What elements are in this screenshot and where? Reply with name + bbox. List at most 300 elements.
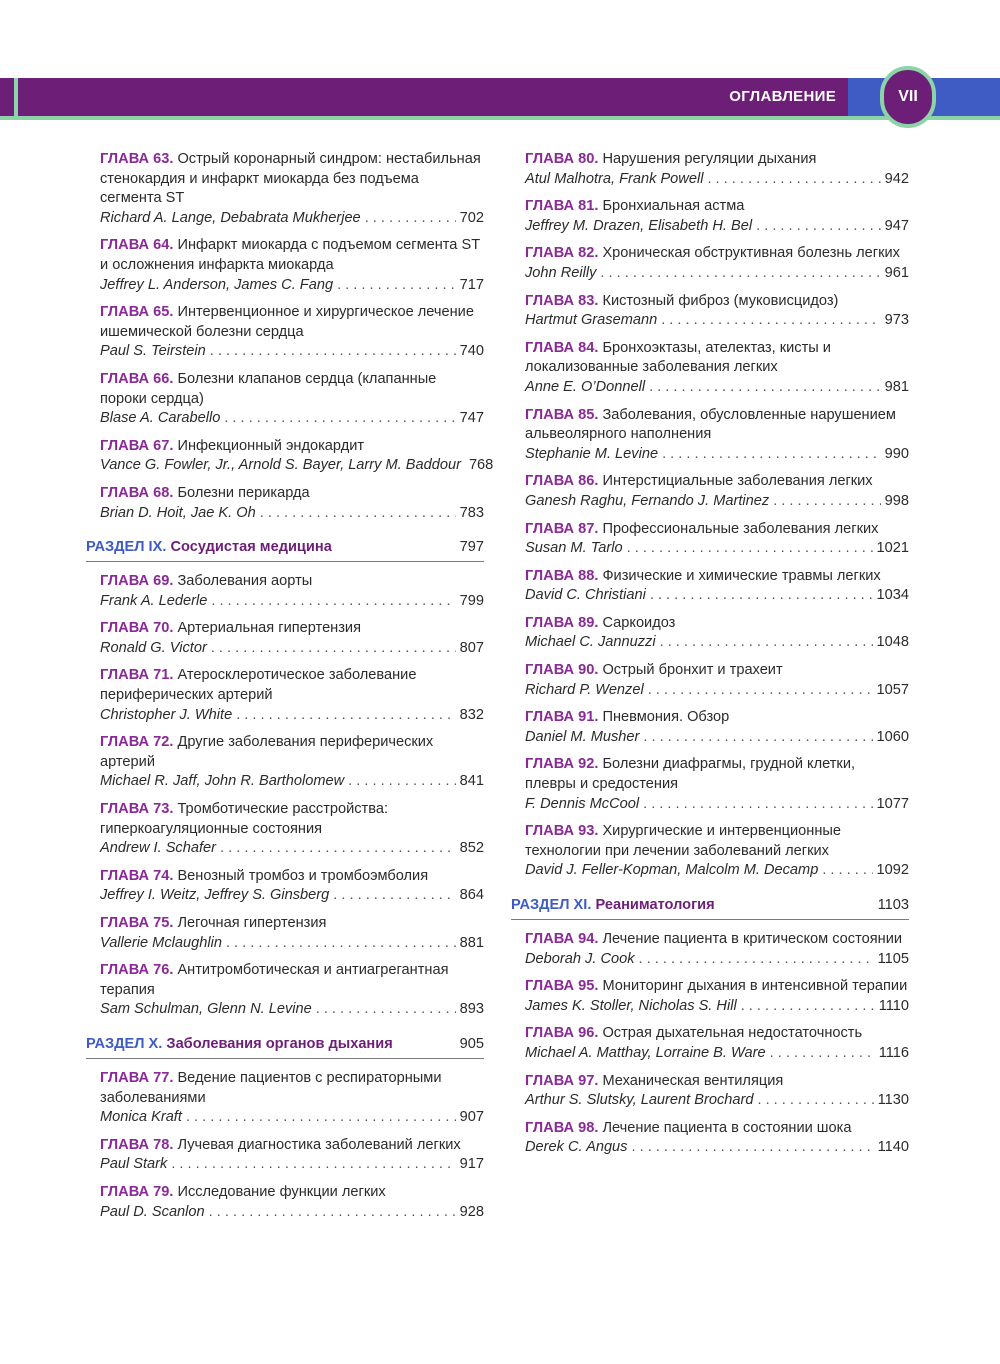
dot-leader — [650, 586, 873, 606]
chapter-label: ГЛАВА 76. — [100, 962, 174, 979]
chapter-author-row — [525, 681, 909, 701]
chapter-label: ГЛАВА 97. — [525, 1072, 599, 1089]
chapter-title: Бронхиальная астма — [602, 198, 745, 215]
dot-leader — [631, 1138, 873, 1158]
chapter-list — [511, 150, 909, 881]
chapter-title: Атеросклеротическое заболевание периферических артерий — [100, 667, 417, 704]
toc-chapter-entry[interactable] — [86, 484, 484, 523]
chapter-heading — [525, 822, 909, 861]
chapter-author-row — [100, 409, 484, 429]
section-title: Реаниматология — [595, 897, 715, 913]
chapter-page-number: 1140 — [877, 1139, 909, 1156]
toc-chapter-entry[interactable] — [86, 150, 484, 228]
chapter-label: ГЛАВА 80. — [525, 151, 599, 167]
chapter-authors: Andrew I. Schafer — [100, 840, 216, 857]
dot-leader — [756, 217, 881, 237]
chapter-title: Заболевания аорты — [177, 573, 313, 590]
chapter-heading — [525, 661, 909, 681]
toc-chapter-entry[interactable] — [511, 472, 909, 511]
chapter-author-row — [525, 378, 909, 398]
toc-chapter-entry[interactable] — [86, 1183, 484, 1222]
chapter-page-number: 981 — [884, 378, 909, 395]
chapter-heading — [100, 150, 484, 209]
chapter-page-number: 907 — [459, 1109, 484, 1126]
toc-chapter-entry[interactable] — [511, 661, 909, 700]
chapter-page-number: 807 — [459, 639, 484, 656]
running-header-title: ОГЛАВЛЕНИЕ — [729, 88, 836, 105]
chapter-author-row — [525, 997, 909, 1017]
chapter-title: Хирургические и интервенционные технологии при лечении заболеваний легких — [525, 823, 842, 859]
chapter-authors: Richard A. Lange, Debabrata Mukherjee — [100, 209, 361, 226]
dot-leader — [211, 639, 456, 659]
dot-leader — [171, 1155, 455, 1175]
chapter-authors: Monica Kraft — [100, 1109, 182, 1126]
chapter-author-row — [100, 209, 484, 229]
toc-chapter-entry[interactable] — [511, 197, 909, 236]
dot-leader — [741, 997, 875, 1017]
chapter-heading — [100, 867, 484, 887]
chapter-title: Другие заболевания периферических артерий — [100, 734, 434, 770]
chapter-title: Кистозный фиброз (муковисцидоз) — [602, 292, 839, 309]
toc-chapter-entry[interactable] — [511, 1119, 909, 1158]
chapter-author-row — [525, 950, 909, 970]
chapter-label: ГЛАВА 72. — [100, 734, 174, 751]
chapter-page-number: 928 — [459, 1203, 484, 1220]
dot-leader — [260, 504, 456, 524]
dot-leader — [639, 950, 874, 970]
toc-chapter-entry[interactable] — [511, 520, 909, 559]
chapter-authors: Hartmut Grasemann — [525, 312, 658, 329]
section-page: 1103 — [877, 897, 909, 913]
chapter-page-number: 717 — [459, 276, 484, 293]
chapter-author-row — [100, 934, 484, 954]
chapter-label: ГЛАВА 86. — [525, 473, 599, 490]
chapter-page-number: 799 — [459, 592, 484, 609]
chapter-author-row — [525, 170, 909, 190]
chapter-page-number: 961 — [884, 264, 909, 281]
chapter-title: Острая дыхательная недостаточность — [602, 1025, 863, 1042]
dot-leader — [643, 795, 872, 815]
toc-chapter-entry[interactable] — [511, 567, 909, 606]
chapter-authors: Vance G. Fowler, Jr., Arnold S. Bayer, Larry M. Baddour — [100, 457, 461, 474]
chapter-title: Лечение пациента в критическом состоянии — [602, 931, 903, 947]
dot-leader — [348, 772, 456, 792]
chapter-authors: Blase A. Carabello — [100, 410, 221, 427]
chapter-page-number: 1060 — [876, 728, 909, 745]
chapter-page-number: 1034 — [876, 587, 909, 604]
chapter-authors: F. Dennis McCool — [525, 795, 640, 812]
chapter-heading — [100, 1069, 484, 1108]
chapter-heading — [525, 1119, 909, 1139]
chapter-list — [86, 150, 494, 523]
chapter-page-number: 1092 — [876, 862, 909, 879]
chapter-page-number: 740 — [459, 343, 484, 360]
chapter-author-row — [100, 1000, 484, 1020]
chapter-authors: Jeffrey M. Drazen, Elisabeth H. Bel — [525, 217, 753, 234]
chapter-heading — [525, 150, 909, 170]
chapter-authors: Stephanie M. Levine — [525, 445, 659, 462]
dot-leader — [661, 311, 880, 331]
chapter-authors: James K. Stoller, Nicholas S. Hill — [525, 997, 737, 1014]
chapter-title: Лечение пациента в состоянии шока — [602, 1119, 852, 1136]
chapter-authors: Susan M. Tarlo — [525, 540, 623, 557]
chapter-page-number: 864 — [459, 887, 484, 904]
toc-chapter-entry[interactable] — [86, 370, 484, 429]
chapter-title: Артериальная гипертензия — [177, 620, 361, 637]
dot-leader — [643, 728, 872, 748]
chapter-heading — [525, 292, 909, 312]
chapter-heading — [100, 961, 484, 1000]
chapter-author-row — [100, 276, 484, 296]
chapter-title: Антитромботическая и антиагрегантная терапия — [100, 962, 449, 998]
dot-leader — [707, 170, 880, 190]
chapter-label: ГЛАВА 75. — [100, 915, 174, 931]
chapter-page-number: 1110 — [878, 997, 909, 1014]
toc-chapter-entry[interactable] — [86, 1069, 484, 1128]
chapter-page-number: 881 — [459, 934, 484, 951]
dot-leader — [333, 886, 455, 906]
chapter-authors: Richard P. Wenzel — [525, 681, 644, 698]
toc-chapter-entry[interactable] — [86, 1136, 484, 1175]
chapter-list — [511, 930, 909, 1158]
chapter-author-row — [525, 1044, 909, 1064]
dot-leader — [773, 492, 880, 512]
chapter-label: ГЛАВА 66. — [100, 370, 174, 387]
chapter-authors: Anne E. O’Donnell — [525, 378, 646, 395]
chapter-label: ГЛАВА 95. — [525, 978, 599, 995]
section-heading[interactable] — [86, 1034, 484, 1059]
dot-leader — [209, 1203, 456, 1223]
toc-chapter-entry[interactable] — [511, 150, 909, 189]
chapter-label: ГЛАВА 84. — [525, 339, 599, 356]
chapter-authors: Brian D. Hoit, Jae K. Oh — [100, 504, 256, 521]
chapter-label: ГЛАВА 79. — [100, 1183, 174, 1200]
chapter-label: ГЛАВА 65. — [100, 304, 174, 321]
chapter-page-number: 1077 — [876, 795, 909, 812]
chapter-title: Лучевая диагностика заболеваний легких — [177, 1136, 461, 1153]
dot-leader — [770, 1044, 875, 1064]
chapter-heading — [525, 339, 909, 378]
toc-chapter-entry[interactable] — [86, 236, 484, 295]
chapter-heading — [525, 930, 909, 950]
chapter-title: Ведение пациентов с респираторными заболеваниями — [100, 1069, 442, 1106]
chapter-page-number: 917 — [459, 1156, 484, 1173]
chapter-heading — [525, 520, 909, 540]
chapter-heading — [525, 197, 909, 217]
dot-leader — [226, 934, 456, 954]
toc-chapter-entry[interactable] — [86, 800, 484, 859]
chapter-label: ГЛАВА 67. — [100, 437, 174, 454]
chapter-list — [86, 572, 484, 1020]
chapter-label: ГЛАВА 96. — [525, 1025, 599, 1042]
chapter-title: Механическая вентиляция — [602, 1072, 784, 1089]
dot-leader — [757, 1091, 873, 1111]
chapter-authors: Deborah J. Cook — [525, 950, 635, 967]
toc-chapter-entry[interactable] — [511, 708, 909, 747]
chapter-title: Тромботические расстройства: гиперкоагуляционные состояния — [100, 801, 389, 837]
dot-leader — [220, 839, 456, 859]
chapter-heading — [100, 914, 484, 934]
dot-leader — [236, 706, 455, 726]
chapter-author-row — [525, 728, 909, 748]
chapter-authors: Vallerie Mclaughlin — [100, 934, 222, 951]
chapter-author-row — [100, 839, 484, 859]
chapter-author-row — [525, 1091, 909, 1111]
toc-chapter-entry[interactable] — [86, 733, 484, 792]
chapter-author-row — [525, 311, 909, 331]
chapter-page-number: 841 — [459, 773, 484, 790]
chapter-page-number: 947 — [884, 217, 909, 234]
chapter-heading — [525, 708, 909, 728]
chapter-heading — [100, 1183, 484, 1203]
chapter-page-number: 768 — [468, 457, 494, 474]
chapter-list — [86, 1069, 484, 1222]
chapter-heading — [525, 1072, 909, 1092]
chapter-authors: Ganesh Raghu, Fernando J. Martinez — [525, 492, 770, 509]
section-heading[interactable] — [86, 537, 484, 562]
chapter-label: ГЛАВА 82. — [525, 245, 599, 262]
toc-left-column — [86, 150, 494, 1230]
toc-chapter-entry[interactable] — [86, 666, 484, 725]
chapter-heading — [100, 800, 484, 839]
chapter-label: ГЛАВА 93. — [525, 823, 599, 840]
chapter-title: Исследование функции легких — [177, 1183, 386, 1200]
chapter-label: ГЛАВА 85. — [525, 406, 599, 423]
chapter-heading — [100, 619, 484, 639]
chapter-page-number: 893 — [459, 1001, 484, 1018]
chapter-label: ГЛАВА 89. — [525, 614, 599, 631]
chapter-title: Заболевания, обусловленные нарушением альвеолярного наполнения — [525, 406, 896, 443]
chapter-heading — [525, 1024, 909, 1044]
toc-chapter-entry[interactable] — [511, 822, 909, 881]
toc-chapter-entry[interactable] — [511, 292, 909, 331]
chapter-title: Хроническая обструктивная болезнь легких — [602, 245, 900, 262]
section-name — [86, 1034, 393, 1054]
chapter-page-number: 1116 — [878, 1044, 909, 1061]
chapter-author-row — [525, 264, 909, 284]
chapter-label: ГЛАВА 98. — [525, 1119, 599, 1136]
chapter-page-number: 702 — [459, 209, 484, 226]
dot-leader — [662, 445, 881, 465]
chapter-authors: Jeffrey L. Anderson, James C. Fang — [100, 276, 334, 293]
chapter-author-row — [100, 456, 494, 476]
chapter-page-number: 1048 — [876, 634, 909, 651]
chapter-authors: Ronald G. Victor — [100, 639, 207, 656]
toc-chapter-entry[interactable] — [511, 614, 909, 653]
chapter-authors: Paul Stark — [100, 1156, 168, 1173]
chapter-authors: Paul D. Scanlon — [100, 1203, 205, 1220]
toc-chapter-entry[interactable] — [511, 930, 909, 969]
chapter-authors: David J. Feller-Kopman, Malcolm M. Decamp — [525, 862, 819, 879]
dot-leader — [600, 264, 880, 284]
chapter-label: ГЛАВА 70. — [100, 620, 174, 637]
dot-leader — [316, 1000, 456, 1020]
chapter-page-number: 783 — [459, 504, 484, 521]
chapter-author-row — [525, 445, 909, 465]
chapter-title: Болезни перикарда — [177, 484, 310, 501]
chapter-authors: Paul S. Teirstein — [100, 343, 206, 360]
chapter-page-number: 1105 — [877, 950, 909, 967]
chapter-heading — [525, 755, 909, 794]
chapter-author-row — [525, 1138, 909, 1158]
chapter-title: Болезни диафрагмы, грудной клетки, плевры и средостения — [525, 756, 856, 793]
chapter-label: ГЛАВА 64. — [100, 237, 174, 254]
chapter-heading — [525, 406, 909, 445]
chapter-heading — [100, 572, 484, 592]
chapter-page-number: 998 — [884, 492, 909, 509]
chapter-author-row — [525, 861, 909, 881]
chapter-title: Острый бронхит и трахеит — [602, 662, 783, 679]
chapter-title: Интерстициальные заболевания легких — [602, 473, 873, 490]
chapter-author-row — [100, 706, 484, 726]
chapter-heading — [100, 1136, 484, 1156]
chapter-page-number: 990 — [884, 445, 909, 462]
chapter-title: Бронхоэктазы, ателектаз, кисты и локализованные заболевания легких — [525, 339, 831, 376]
chapter-author-row — [525, 492, 909, 512]
chapter-authors: Atul Malhotra, Frank Powell — [525, 170, 704, 187]
chapter-authors: Daniel M. Musher — [525, 728, 640, 745]
section-title: Сосудистая медицина — [170, 539, 332, 556]
dot-leader — [627, 539, 873, 559]
chapter-heading — [525, 977, 909, 997]
chapter-page-number: 1057 — [876, 681, 909, 698]
chapter-label: ГЛАВА 87. — [525, 520, 599, 537]
section-label: РАЗДЕЛ X. — [86, 1035, 163, 1052]
chapter-authors: Michael C. Jannuzzi — [525, 634, 656, 651]
chapter-title: Интервенционное и хирургическое лечение ишемической болезни сердца — [100, 304, 474, 340]
toc-chapter-entry[interactable] — [511, 244, 909, 283]
dot-leader — [337, 276, 456, 296]
header-underline — [0, 116, 1000, 120]
chapter-title: Острый коронарный синдром: нестабильная стенокардия и инфаркт миокарда без подъема сегмента ST — [100, 151, 481, 207]
chapter-title: Венозный тромбоз и тромбоэмболия — [177, 867, 429, 884]
chapter-authors: Frank A. Lederle — [100, 592, 208, 609]
chapter-author-row — [100, 1155, 484, 1175]
section-page: 905 — [459, 1035, 484, 1052]
chapter-title: Инфаркт миокарда с подъемом сегмента ST и осложнения инфаркта миокарда — [100, 237, 480, 273]
chapter-authors: Derek C. Angus — [525, 1139, 628, 1156]
chapter-page-number: 1130 — [877, 1092, 909, 1109]
chapter-author-row — [100, 1203, 484, 1223]
chapter-label: ГЛАВА 90. — [525, 662, 599, 679]
chapter-heading — [100, 733, 484, 772]
chapter-author-row — [100, 1108, 484, 1128]
chapter-label: ГЛАВА 88. — [525, 567, 599, 584]
chapter-authors: Christopher J. White — [100, 706, 233, 723]
section-heading[interactable] — [511, 895, 909, 920]
toc-chapter-entry[interactable] — [511, 1024, 909, 1063]
chapter-heading — [100, 666, 484, 705]
toc-chapter-entry[interactable] — [86, 619, 484, 658]
dot-leader — [365, 209, 456, 229]
chapter-heading — [525, 567, 909, 587]
toc-chapter-entry[interactable] — [86, 303, 484, 362]
section-label: РАЗДЕЛ IX. — [86, 539, 167, 556]
chapter-title: Нарушения регуляции дыхания — [602, 151, 817, 167]
toc-right-column — [511, 150, 909, 1166]
chapter-authors: David C. Christiani — [525, 587, 646, 604]
chapter-page-number: 852 — [459, 840, 484, 857]
toc-chapter-entry[interactable] — [511, 406, 909, 465]
chapter-title: Легочная гипертензия — [177, 915, 327, 931]
chapter-label: ГЛАВА 69. — [100, 573, 174, 590]
toc-chapter-entry[interactable] — [86, 572, 484, 611]
section-name — [511, 895, 715, 915]
toc-chapter-entry[interactable] — [86, 867, 484, 906]
toc-chapter-entry[interactable] — [86, 914, 484, 953]
chapter-heading — [100, 370, 484, 409]
toc-chapter-entry[interactable] — [86, 437, 494, 476]
chapter-heading — [525, 614, 909, 634]
header-left-stripe — [14, 78, 18, 120]
chapter-page-number: 973 — [884, 312, 909, 329]
chapter-label: ГЛАВА 83. — [525, 292, 599, 309]
toc-chapter-entry[interactable] — [511, 1072, 909, 1111]
chapter-label: ГЛАВА 94. — [525, 931, 599, 947]
dot-leader — [186, 1108, 456, 1128]
dot-leader — [210, 342, 456, 362]
chapter-label: ГЛАВА 81. — [525, 198, 599, 215]
chapter-author-row — [100, 772, 484, 792]
chapter-title: Пневмония. Обзор — [602, 709, 730, 726]
chapter-label: ГЛАВА 91. — [525, 709, 599, 726]
chapter-page-number: 1021 — [876, 540, 909, 557]
chapter-title: Профессиональные заболевания легких — [602, 520, 879, 537]
chapter-heading — [100, 303, 484, 342]
dot-leader — [648, 681, 873, 701]
chapter-author-row — [525, 795, 909, 815]
chapter-author-row — [100, 504, 484, 524]
chapter-authors: John Reilly — [525, 264, 597, 281]
chapter-label: ГЛАВА 68. — [100, 484, 174, 501]
dot-leader — [660, 633, 873, 653]
chapter-label: ГЛАВА 77. — [100, 1069, 174, 1086]
chapter-page-number: 832 — [459, 706, 484, 723]
chapter-heading — [100, 437, 484, 457]
section-title: Заболевания органов дыхания — [166, 1035, 393, 1052]
chapter-authors: Arthur S. Slutsky, Laurent Brochard — [525, 1092, 754, 1109]
chapter-title: Инфекционный эндокардит — [177, 437, 365, 454]
dot-leader — [211, 592, 455, 612]
toc-chapter-entry[interactable] — [511, 977, 909, 1016]
chapter-author-row — [100, 592, 484, 612]
dot-leader — [822, 861, 872, 881]
chapter-author-row — [525, 217, 909, 237]
chapter-label: ГЛАВА 92. — [525, 756, 599, 773]
chapter-heading — [525, 244, 909, 264]
chapter-authors: Jeffrey I. Weitz, Jeffrey S. Ginsberg — [100, 887, 330, 904]
toc-chapter-entry[interactable] — [511, 755, 909, 814]
toc-chapter-entry[interactable] — [86, 961, 484, 1020]
chapter-authors: Michael R. Jaff, John R. Bartholomew — [100, 773, 345, 790]
chapter-author-row — [100, 639, 484, 659]
chapter-title: Саркоидоз — [602, 614, 676, 631]
toc-chapter-entry[interactable] — [511, 339, 909, 398]
chapter-label: ГЛАВА 73. — [100, 801, 174, 818]
chapter-label: ГЛАВА 74. — [100, 867, 174, 884]
chapter-label: ГЛАВА 63. — [100, 151, 174, 167]
chapter-heading — [525, 472, 909, 492]
page-number-badge: VII — [880, 66, 936, 128]
chapter-heading — [100, 484, 484, 504]
dot-leader — [224, 409, 455, 429]
chapter-authors: Sam Schulman, Glenn N. Levine — [100, 1001, 312, 1018]
chapter-page-number: 747 — [459, 410, 484, 427]
chapter-page-number: 942 — [884, 170, 909, 187]
chapter-author-row — [525, 539, 909, 559]
chapter-label: ГЛАВА 71. — [100, 667, 174, 684]
section-label: РАЗДЕЛ XI. — [511, 897, 592, 913]
